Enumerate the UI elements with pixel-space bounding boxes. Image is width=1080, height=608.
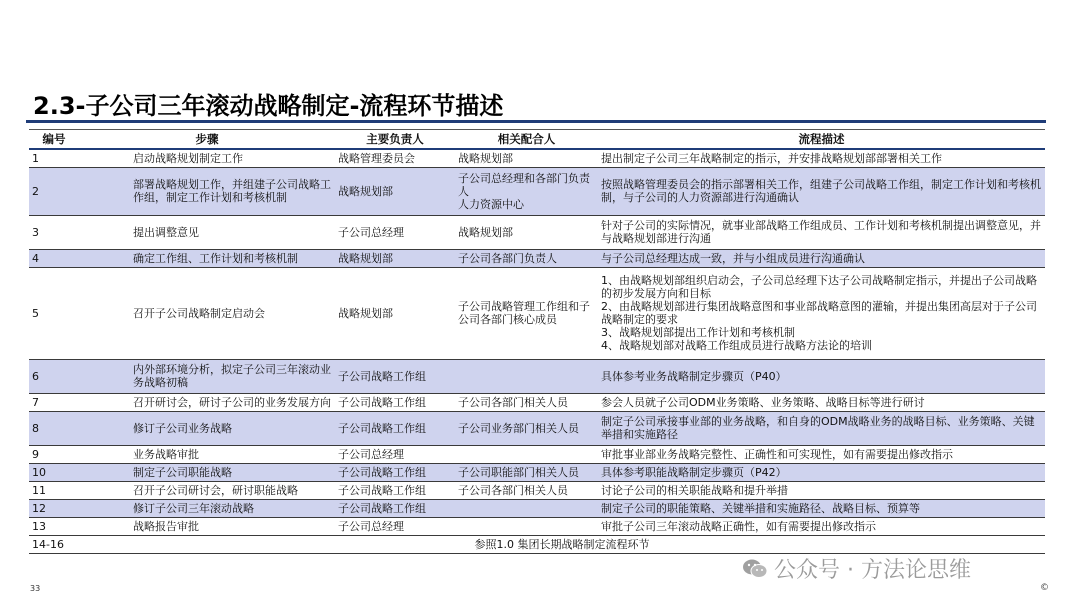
table-row <box>29 359 1045 393</box>
cell-step: 召开研讨会，研讨子公司的业务发展方向 <box>79 393 335 411</box>
cell-step: 修订子公司业务战略 <box>79 411 335 445</box>
cell-collaborator: 子公司战略管理工作组和子公司各部门核心成员 <box>455 267 598 359</box>
table-row <box>29 463 1045 481</box>
cell-number: 3 <box>29 215 79 249</box>
table-row <box>29 481 1045 499</box>
cell-number: 5 <box>29 267 79 359</box>
table-row <box>29 149 1045 167</box>
cell-number: 2 <box>29 167 79 215</box>
title-underline <box>26 120 1046 123</box>
cell-description: 具体参考业务战略制定步骤页（P40） <box>598 359 1045 393</box>
copyright-mark: © <box>1040 583 1049 593</box>
cell-owner: 子公司战略工作组 <box>335 359 455 393</box>
cell-number: 7 <box>29 393 79 411</box>
table-body <box>29 149 1045 553</box>
cell-number: 4 <box>29 249 79 267</box>
cell-step: 召开子公司战略制定启动会 <box>79 267 335 359</box>
cell-reference: 参照1.0 集团长期战略制定流程环节 <box>79 535 1045 553</box>
cell-collaborator: 子公司各部门相关人员 <box>455 393 598 411</box>
cell-owner: 战略规划部 <box>335 249 455 267</box>
cell-number: 14-16 <box>29 535 79 553</box>
cell-description: 审批子公司三年滚动战略正确性，如有需要提出修改指示 <box>598 517 1045 535</box>
cell-number: 6 <box>29 359 79 393</box>
cell-owner: 子公司战略工作组 <box>335 393 455 411</box>
cell-description: 参会人员就子公司ODM业务策略、业务策略、战略目标等进行研讨 <box>598 393 1045 411</box>
table-row <box>29 393 1045 411</box>
cell-owner: 战略规划部 <box>335 267 455 359</box>
cell-step: 制定子公司职能战略 <box>79 463 335 481</box>
table-row <box>29 249 1045 267</box>
header-step: 步骤 <box>79 130 335 150</box>
cell-description: 按照战略管理委员会的指示部署相关工作，组建子公司战略工作组，制定工作计划和考核机制，与子公司的人力资源部进行沟通确认 <box>598 167 1045 215</box>
cell-description: 制定子公司的职能策略、关键举措和实施路径、战略目标、预算等 <box>598 499 1045 517</box>
header-collaborator: 相关配合人 <box>455 130 598 150</box>
cell-owner: 战略规划部 <box>335 167 455 215</box>
cell-description: 1、由战略规划部组织启动会，子公司总经理下达子公司战略制定指示，并提出子公司战略的初步发展方向和目标 2、由战略规划部进行集团战略意图和事业部战略意图的灌输，并提出集团高层对于子公司战略制定的要求 3、战略规划部提出工作计划和考核机制 4、战略规划部对战略工作组成员进行战略方法论的培训 <box>598 267 1045 359</box>
cell-collaborator <box>455 499 598 517</box>
table-row <box>29 167 1045 215</box>
table-row <box>29 445 1045 463</box>
cell-number: 8 <box>29 411 79 445</box>
cell-description: 审批事业部业务战略完整性、正确性和可实现性，如有需要提出修改指示 <box>598 445 1045 463</box>
cell-owner: 子公司战略工作组 <box>335 463 455 481</box>
table-row-reference <box>29 535 1045 553</box>
header-owner: 主要负责人 <box>335 130 455 150</box>
cell-collaborator: 战略规划部 <box>455 149 598 167</box>
page-number: 33 <box>30 584 41 593</box>
cell-owner: 子公司战略工作组 <box>335 411 455 445</box>
table-row <box>29 411 1045 445</box>
cell-number: 13 <box>29 517 79 535</box>
table-row <box>29 267 1045 359</box>
watermark <box>742 553 971 584</box>
cell-number: 12 <box>29 499 79 517</box>
watermark-text: 公众号 · 方法论思维 <box>774 558 971 583</box>
cell-collaborator: 战略规划部 <box>455 215 598 249</box>
cell-owner: 子公司总经理 <box>335 445 455 463</box>
cell-number: 9 <box>29 445 79 463</box>
page-title: 2.3-子公司三年滚动战略制定-流程环节描述 <box>33 92 504 120</box>
cell-description: 制定子公司承接事业部的业务战略，和自身的ODM战略业务的战略目标、业务策略、关键举措和实施路径 <box>598 411 1045 445</box>
cell-step: 召开子公司研讨会，研讨职能战略 <box>79 481 335 499</box>
cell-description: 针对子公司的实际情况，就事业部战略工作组成员、工作计划和考核机制提出调整意见，并与战略规划部进行沟通 <box>598 215 1045 249</box>
cell-step: 战略报告审批 <box>79 517 335 535</box>
cell-step: 业务战略审批 <box>79 445 335 463</box>
table-row <box>29 517 1045 535</box>
wechat-icon <box>742 558 768 580</box>
cell-collaborator: 子公司职能部门相关人员 <box>455 463 598 481</box>
cell-number: 11 <box>29 481 79 499</box>
cell-description: 讨论子公司的相关职能战略和提升举措 <box>598 481 1045 499</box>
cell-step: 部署战略规划工作，并组建子公司战略工作组，制定工作计划和考核机制 <box>79 167 335 215</box>
cell-number: 10 <box>29 463 79 481</box>
cell-collaborator: 子公司各部门负责人 <box>455 249 598 267</box>
cell-owner: 子公司总经理 <box>335 215 455 249</box>
table-header-row <box>29 130 1045 150</box>
cell-description: 与子公司总经理达成一致，并与小组成员进行沟通确认 <box>598 249 1045 267</box>
cell-description: 提出制定子公司三年战略制定的指示，并安排战略规划部部署相关工作 <box>598 149 1045 167</box>
cell-description: 具体参考职能战略制定步骤页（P42） <box>598 463 1045 481</box>
cell-owner: 子公司战略工作组 <box>335 499 455 517</box>
cell-collaborator: 子公司业务部门相关人员 <box>455 411 598 445</box>
process-table <box>29 129 1045 554</box>
cell-owner: 子公司总经理 <box>335 517 455 535</box>
table-row <box>29 215 1045 249</box>
cell-number: 1 <box>29 149 79 167</box>
header-description: 流程描述 <box>598 130 1045 150</box>
cell-step: 修订子公司三年滚动战略 <box>79 499 335 517</box>
cell-owner: 子公司战略工作组 <box>335 481 455 499</box>
cell-step: 启动战略规划制定工作 <box>79 149 335 167</box>
cell-collaborator <box>455 517 598 535</box>
cell-collaborator <box>455 445 598 463</box>
table-row <box>29 499 1045 517</box>
cell-collaborator: 子公司总经理和各部门负责人 人力资源中心 <box>455 167 598 215</box>
cell-step: 内外部环境分析，拟定子公司三年滚动业务战略初稿 <box>79 359 335 393</box>
header-number: 编号 <box>29 130 79 150</box>
cell-step: 提出调整意见 <box>79 215 335 249</box>
cell-owner: 战略管理委员会 <box>335 149 455 167</box>
cell-collaborator: 子公司各部门相关人员 <box>455 481 598 499</box>
cell-step: 确定工作组、工作计划和考核机制 <box>79 249 335 267</box>
cell-collaborator <box>455 359 598 393</box>
